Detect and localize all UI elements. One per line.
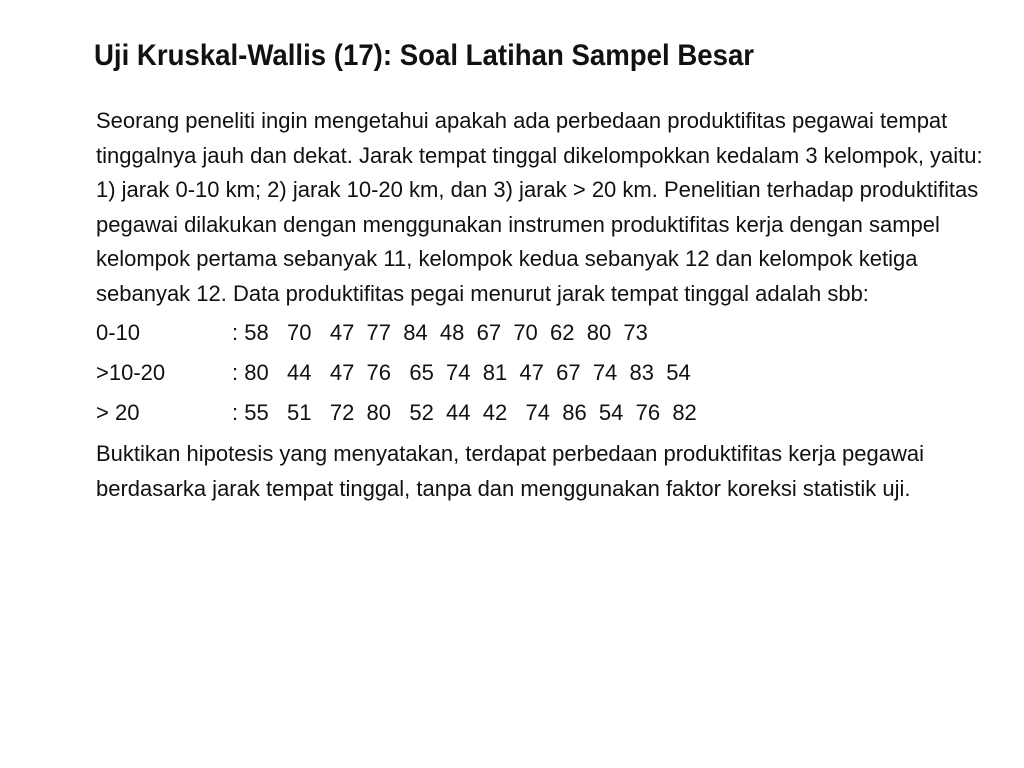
data-row-label: > 20	[96, 399, 140, 425]
data-row-values: : 80 44 47 76 65 74 81 47 67 74 83 54	[232, 359, 691, 385]
data-row-values: : 58 70 47 77 84 48 67 70 62 80 73	[232, 319, 648, 345]
data-row-0-10	[96, 313, 1006, 353]
data-row-10-20	[96, 353, 1006, 393]
data-row-label: 0-10	[96, 319, 141, 345]
intro-paragraph: Seorang peneliti ingin mengetahui apakah ada perbedaan produktifitas pegawai tempat tinggalnya jauh dan dekat. Jarak tempat tinggal dikelompokkan kedalam 3 kelompok, yaitu: 1) jarak 0-10 km; 2) jarak 10-20 km, dan 3) jarak > 20 km. Penelitian terhadap produktifitas pegawai dilakukan dengan menggunakan instrumen produktifitas kerja dengan sampel kelompok pertama sebanyak 11, kelompok kedua sebanyak 12 dan kelompok ketiga sebanyak 12. Data produktifitas pegai menurut jarak tempat tinggal adalah sbb:	[96, 108, 983, 306]
closing-paragraph: Buktikan hipotesis yang menyatakan, terdapat perbedaan produktifitas kerja pegawai berdasarka jarak tempat tinggal, tanpa dan menggunakan faktor koreksi statistik uji.	[96, 441, 924, 501]
data-row-over-20	[96, 393, 1006, 433]
slide-title: Uji Kruskal-Wallis (17): Soal Latihan Sampel Besar	[94, 39, 755, 72]
data-row-label: >10-20	[96, 359, 166, 385]
slide-content	[96, 104, 1006, 506]
data-row-values: : 55 51 72 80 52 44 42 74 86 54 76 82	[232, 399, 697, 425]
